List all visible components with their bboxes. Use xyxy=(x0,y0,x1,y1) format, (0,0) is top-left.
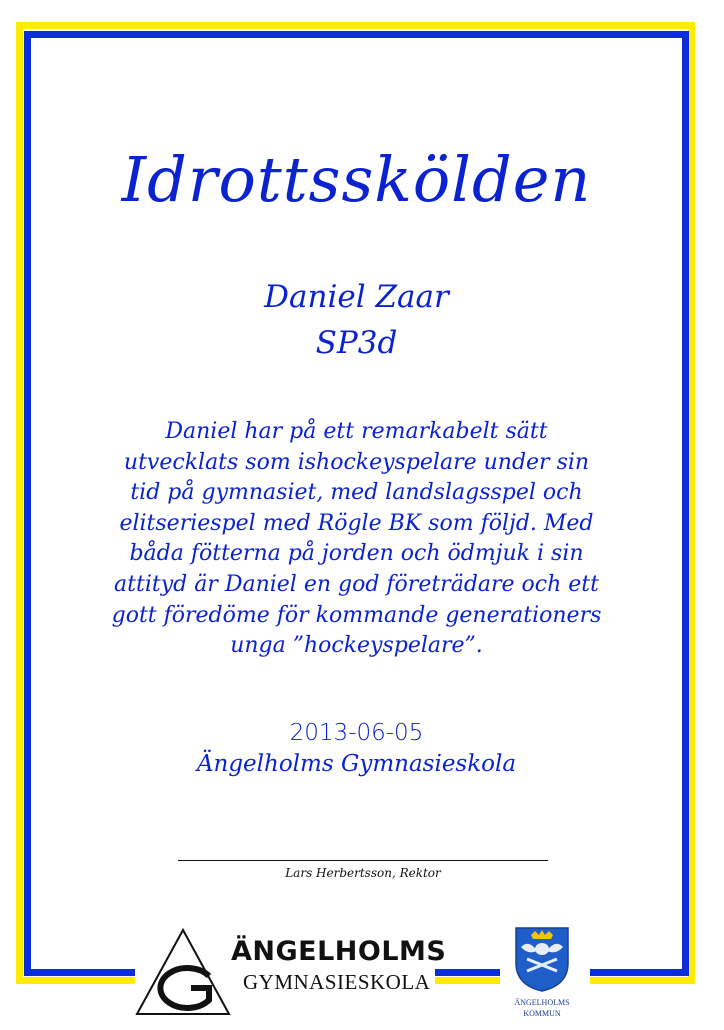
school-name: Ängelholms Gymnasieskola xyxy=(196,751,517,777)
recipient-class: SP3d xyxy=(315,325,398,361)
signature-line xyxy=(178,860,548,861)
citation-line: Daniel har på ett remarkabelt sätt xyxy=(165,419,548,444)
signatory-name: Lars Herbertsson, Rektor xyxy=(285,866,441,880)
citation-text xyxy=(70,417,643,662)
triangle-g-logo-icon xyxy=(133,926,233,1018)
brand-name-line2: GYMNASIESKOLA xyxy=(243,970,431,994)
citation-line: utvecklats som ishockeyspelare under sin xyxy=(123,449,590,475)
citation-line: båda fötterna på jorden och ödmjuk i sin xyxy=(129,541,584,567)
award-date: 2013-06-05 xyxy=(289,720,424,746)
citation-line: attityd är Daniel en god företrädare och ett xyxy=(114,571,599,597)
angel-crest-icon xyxy=(513,925,571,993)
brand-name-line1: ÄNGELHOLMS xyxy=(231,936,447,967)
citation-line: elitseriespel med Rögle BK som följd. Med xyxy=(119,510,594,536)
citation-line: unga ”hockeyspelare”. xyxy=(230,633,483,659)
crest-caption-line2: KOMMUN xyxy=(523,1009,561,1018)
citation-line: gott föredöme för kommande generationers xyxy=(111,602,602,628)
recipient-name: Daniel Zaar xyxy=(264,279,449,315)
crest-caption-line1: ÄNGELHOLMS xyxy=(514,998,570,1007)
certificate-title: Idrottsskölden xyxy=(121,143,592,216)
citation-line: tid på gymnasiet, med landslagsspel och xyxy=(130,480,583,506)
